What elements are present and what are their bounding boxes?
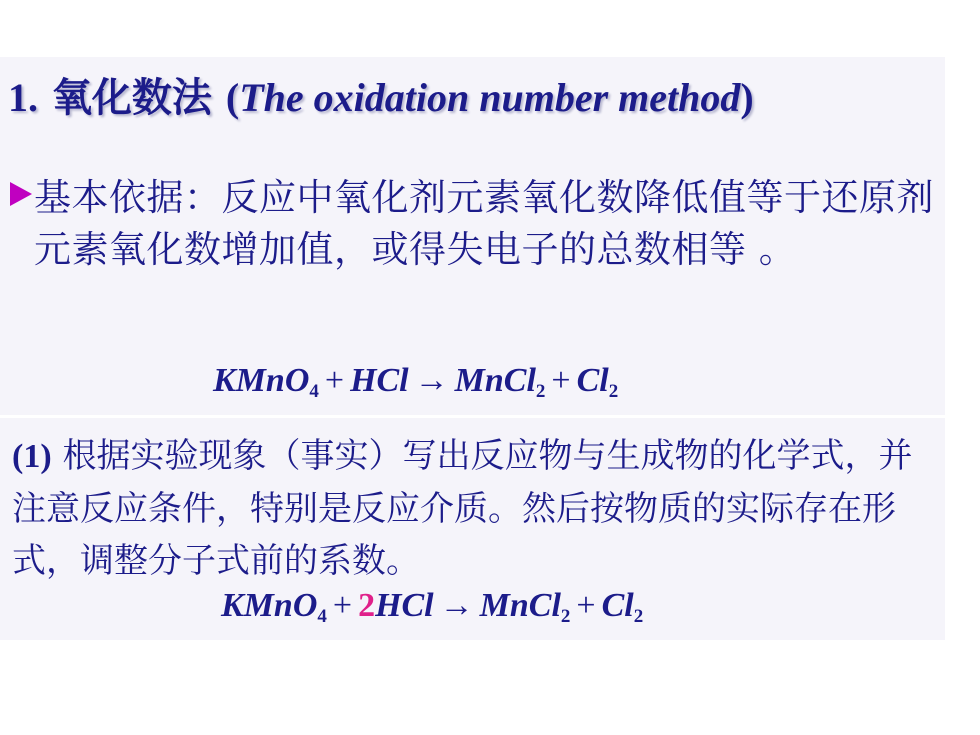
eq2-product-2: Cl — [601, 587, 634, 624]
eq2-product-2-sub: 2 — [633, 606, 644, 627]
eq1-product-2-sub: 2 — [608, 381, 619, 402]
title-number: 1. — [8, 75, 38, 120]
title-paren-close: ) — [740, 75, 754, 120]
eq1-reactant-1: KMnO — [213, 362, 310, 399]
eq2-product-1: MnCl — [479, 587, 561, 624]
eq1-plus: + — [324, 362, 345, 399]
step-text: 根据实验现象（事实）写出反应物与生成物的化学式，并注意反应条件，特别是反应介质。然后按物质的实际存在形式，调整分子式前的系数。 — [12, 436, 913, 581]
eq2-plus-2: + — [576, 587, 596, 624]
eq2-product-1-sub: 2 — [560, 606, 571, 627]
eq1-plus-2: + — [551, 362, 571, 399]
bullet-arrow-icon — [10, 182, 32, 206]
eq1-reactant-1-sub: 4 — [309, 381, 319, 402]
eq2-reactant-1: KMnO — [221, 587, 318, 624]
eq2-reactant-2: HCl — [375, 587, 434, 624]
equation-step-1 — [221, 587, 643, 628]
eq1-arrow-icon: → — [414, 362, 449, 399]
eq2-arrow-icon: → — [439, 587, 474, 624]
eq2-reactant-1-sub: 4 — [317, 606, 327, 627]
equation-unbalanced — [213, 362, 618, 403]
step-paragraph — [12, 430, 937, 587]
eq1-product-1: MnCl — [454, 362, 536, 399]
bullet-text: 基本依据：反应中氧化剂元素氧化数降低值等于还原剂元素氧化数增加值，或得失电子的总数相等 。 — [34, 176, 934, 271]
eq2-coefficient: 2 — [358, 587, 376, 624]
step-label: (1) — [12, 438, 52, 475]
slide-title — [8, 68, 754, 128]
title-paren-open: ( — [225, 75, 240, 120]
eq2-plus: + — [332, 587, 353, 624]
title-chinese: 氧化数法 — [51, 74, 212, 121]
eq1-product-2: Cl — [576, 362, 609, 399]
eq1-product-1-sub: 2 — [535, 381, 546, 402]
title-english: The oxidation number method — [239, 75, 741, 120]
eq1-reactant-2: HCl — [350, 362, 409, 399]
bullet-point — [10, 172, 940, 276]
